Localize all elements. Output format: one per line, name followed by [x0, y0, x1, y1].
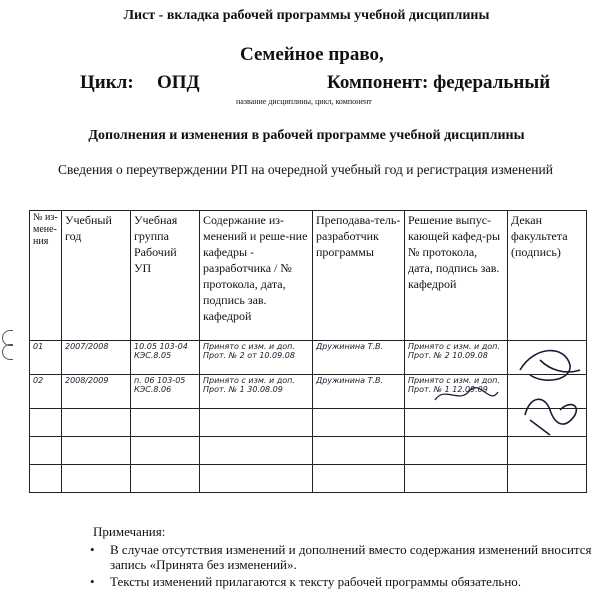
cell-decision: Принято с изм. и доп. Прот. № 1 12.09.09: [405, 375, 508, 409]
table-row-empty: [30, 409, 587, 437]
col-header-number: № из-мене-ния: [30, 211, 62, 341]
field-caption: название дисциплины, цикл, компонент: [236, 97, 372, 106]
punch-hole-mark: [2, 344, 13, 360]
cell-teacher: Дружинина Т.В.: [313, 341, 405, 375]
cell-group: 10.05 103-04 КЭС.8.05: [131, 341, 200, 375]
note-text: В случае отсутствия изменений и дополнений вместо содержания изменений вносится запись «Принята без изменений».: [110, 542, 592, 572]
cell-year: 2008/2009: [62, 375, 131, 409]
intro-text: Сведения о переутверждении РП на очередной учебный год и регистрация изменений: [58, 162, 553, 177]
cell-content: Принято с изм. и доп. Прот. № 1 30.08.09: [200, 375, 313, 409]
component-label: Компонент: федеральный: [327, 72, 551, 93]
col-header-teacher: Преподава-тель-разработчик программы: [313, 211, 405, 341]
cell-group: п. 06 103-05 КЭС.8.06: [131, 375, 200, 409]
col-header-content: Содержание из-менений и реше-ние кафедры - разработчика / № протокола, дата, подпись зав. кафедрой: [200, 211, 313, 341]
table-row: [30, 375, 587, 409]
cell-teacher: Дружинина Т.В.: [313, 375, 405, 409]
cell-content: Принято с изм. и доп. Прот. № 2 от 10.09.08: [200, 341, 313, 375]
cycle-label: Цикл:: [80, 72, 134, 93]
cell-year: 2007/2008: [62, 341, 131, 375]
note-text: Тексты изменений прилагаются к тексту рабочей программы обязательно.: [110, 574, 522, 589]
cell-decision: Принято с изм. и доп. Прот. № 2 10.09.08: [405, 341, 508, 375]
table-row: [30, 341, 587, 375]
table-header-row: [30, 211, 587, 341]
changes-table: [29, 210, 587, 493]
cell-number: 01: [30, 341, 62, 375]
table-row-empty: [30, 465, 587, 493]
list-item: • В случае отсутствия изменений и дополнений вместо содержания изменений вносится запись «Принята без изменений».: [90, 542, 592, 572]
sheet-title: Лист - вкладка рабочей программы учебной дисциплины: [123, 8, 490, 23]
notes-title: Примечания:: [93, 524, 166, 539]
list-item: • Тексты изменений прилагаются к тексту рабочей программы обязательно.: [90, 574, 522, 589]
signature-stroke-image: [430, 380, 500, 410]
section-title: Дополнения и изменения в рабочей программе учебной дисциплины: [88, 128, 525, 143]
col-header-decision: Решение выпус-кающей кафед-ры № протокола, дата, подпись зав. кафедрой: [405, 211, 508, 341]
col-header-year: Учебный год: [62, 211, 131, 341]
cycle-value: ОПД: [157, 72, 200, 93]
subject-name: Семейное право,: [240, 44, 384, 65]
dean-signature-image: [510, 340, 590, 440]
notes-list: [88, 542, 608, 591]
col-header-dean: Декан факультета (подпись): [508, 211, 587, 341]
col-header-group: Учебная группа Рабочий УП: [131, 211, 200, 341]
table-row-empty: [30, 437, 587, 465]
cell-number: 02: [30, 375, 62, 409]
